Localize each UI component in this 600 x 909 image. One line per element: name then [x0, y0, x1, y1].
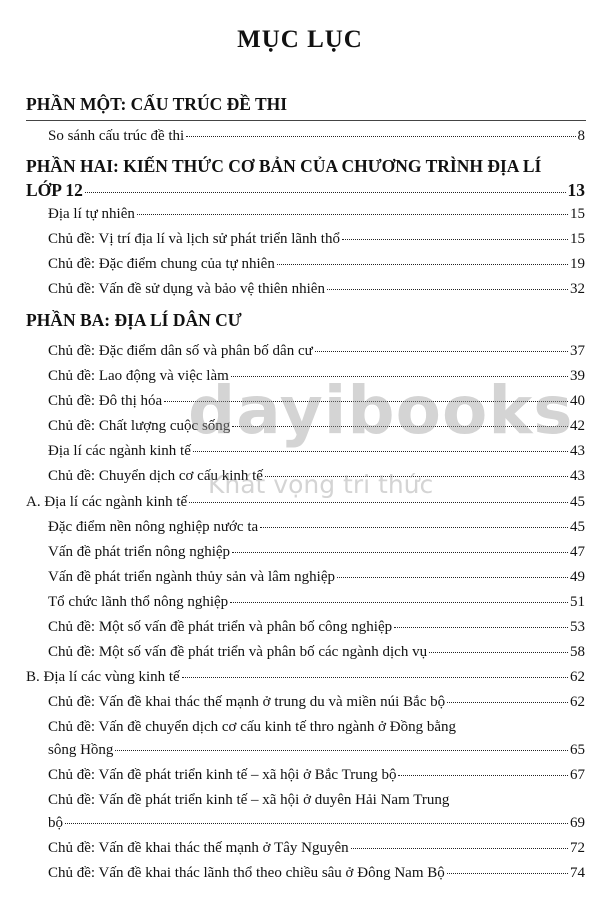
- toc-item-label: Chủ đề: Vấn đề phát triển kinh tế – xã hội ở Bắc Trung bộ: [48, 767, 397, 783]
- dot-leader: [232, 426, 568, 427]
- dot-leader: [230, 602, 568, 603]
- toc-part-1: [26, 94, 287, 115]
- dot-leader: [351, 848, 568, 849]
- toc-item-label: A. Địa lí các ngành kinh tế: [26, 494, 188, 510]
- toc-item-label-line1: Chủ đề: Vấn đề chuyển dịch cơ cấu kinh tế thro ngành ở Đồng bằng: [48, 719, 456, 735]
- toc-item[interactable]: [48, 865, 585, 882]
- toc-part-label: PHẦN HAI: KIẾN THỨC CƠ BẢN CỦA CHƯƠNG TRÌNH ĐỊA LÍ: [26, 156, 542, 176]
- toc-item-page: 51: [570, 594, 585, 610]
- toc-item-label: Chủ đề: Chất lượng cuộc sống: [48, 418, 231, 434]
- toc-item-label: Chủ đề: Vấn đề khai thác thế mạnh ở trung du và miền núi Bắc bộ: [48, 694, 446, 710]
- dot-leader: [260, 527, 568, 528]
- dot-leader: [277, 264, 568, 265]
- toc-item-label: Đặc điểm nền nông nghiệp nước ta: [48, 519, 259, 535]
- dot-leader: [447, 873, 568, 874]
- toc-item[interactable]: [48, 644, 585, 661]
- dot-leader: [398, 775, 568, 776]
- watermark-slogan: Khát vọng tri thức: [208, 470, 434, 499]
- toc-item-label: Chủ đề: Một số vấn đề phát triển và phân bố các ngành dịch vụ: [48, 644, 428, 660]
- toc-item-page: 15: [570, 231, 585, 247]
- toc-item[interactable]: [48, 468, 585, 485]
- toc-part-label-continued: LỚP 12: [26, 180, 83, 200]
- toc-item-label: Chủ đề: Một số vấn đề phát triển và phân bố công nghiệp: [48, 619, 393, 635]
- toc-item-label-line1: Chủ đề: Vấn đề phát triển kinh tế – xã hội ở duyên Hải Nam Trung: [48, 792, 450, 808]
- dot-leader: [231, 376, 568, 377]
- toc-item-page: 40: [570, 393, 585, 409]
- toc-item[interactable]: [48, 594, 585, 611]
- dot-leader: [189, 502, 568, 503]
- dot-leader: [429, 652, 568, 653]
- toc-part-2-continued[interactable]: [26, 180, 585, 201]
- toc-item-label: Chủ đề: Lao động và việc làm: [48, 368, 229, 384]
- toc-item-page: 39: [570, 368, 585, 384]
- toc-item[interactable]: [48, 393, 585, 410]
- toc-item-label-continued: bộ: [48, 815, 63, 831]
- toc-item-label: Địa lí tự nhiên: [48, 206, 135, 222]
- toc-item-page: 32: [570, 281, 585, 297]
- page-title: MỤC LỤC: [237, 26, 363, 53]
- toc-item[interactable]: [48, 231, 585, 248]
- toc-item-page: 37: [570, 343, 585, 359]
- toc-item-page: 49: [570, 569, 585, 585]
- dot-leader: [342, 239, 568, 240]
- toc-item-page: 42: [570, 418, 585, 434]
- toc-item-page: 62: [570, 694, 585, 710]
- toc-section-b[interactable]: [26, 669, 585, 686]
- toc-section-a[interactable]: [26, 494, 585, 511]
- toc-item-label: Chủ đề: Vấn đề sử dụng và bảo vệ thiên nhiên: [48, 281, 325, 297]
- toc-item[interactable]: [48, 343, 585, 360]
- toc-item-page: 74: [570, 865, 585, 881]
- dot-leader: [182, 677, 568, 678]
- dot-leader: [394, 627, 568, 628]
- toc-item-label-continued: sông Hồng: [48, 742, 114, 758]
- toc-item[interactable]: [48, 281, 585, 298]
- toc-item[interactable]: [48, 368, 585, 385]
- toc-item-label: Chủ đề: Vấn đề khai thác lãnh thổ theo chiều sâu ở Đông Nam Bộ: [48, 865, 445, 881]
- toc-part-label: PHẦN BA: ĐỊA LÍ DÂN CƯ: [26, 310, 242, 330]
- toc-item-page: 45: [570, 519, 585, 535]
- toc-item-page: 43: [570, 443, 585, 459]
- toc-item-page: 69: [570, 815, 585, 831]
- dot-leader: [337, 577, 568, 578]
- toc-item[interactable]: [48, 815, 585, 832]
- watermark-brand: dayibooks: [188, 372, 574, 449]
- toc-item-page: 72: [570, 840, 585, 856]
- toc-item-page: 15: [570, 206, 585, 222]
- toc-item-label: Chủ đề: Chuyển dịch cơ cấu kinh tế: [48, 468, 263, 484]
- toc-item-label: Chủ đề: Vị trí địa lí và lịch sử phát triển lãnh thổ: [48, 231, 340, 247]
- toc-item-label: Vấn đề phát triển ngành thủy sản và lâm nghiệp: [48, 569, 336, 585]
- toc-item-label: Chủ đề: Đặc điểm chung của tự nhiên: [48, 256, 275, 272]
- toc-item-page: 58: [570, 644, 585, 660]
- toc-item[interactable]: [48, 840, 585, 857]
- toc-item[interactable]: [48, 742, 585, 759]
- toc-item[interactable]: [48, 767, 585, 784]
- dot-leader: [315, 351, 568, 352]
- toc-item[interactable]: [48, 544, 585, 561]
- toc-item-label: Chủ đề: Đô thị hóa: [48, 393, 163, 409]
- toc-item-label: Chủ đề: Vấn đề khai thác thế mạnh ở Tây Nguyên: [48, 840, 349, 856]
- divider: [26, 120, 586, 121]
- toc-part-3: [26, 310, 242, 331]
- toc-item-page: 65: [570, 742, 585, 758]
- toc-item-label: So sánh cấu trúc đề thi: [48, 128, 185, 144]
- toc-item-page: 43: [570, 468, 585, 484]
- toc-item[interactable]: [48, 443, 585, 460]
- toc-part-2: [26, 156, 541, 177]
- toc-item[interactable]: [48, 694, 585, 711]
- toc-item-page: 47: [570, 544, 585, 560]
- toc-item-page: 67: [570, 767, 585, 783]
- toc-item[interactable]: [48, 128, 585, 145]
- dot-leader: [115, 750, 568, 751]
- toc-item-label: Chủ đề: Đặc điểm dân số và phân bố dân cư: [48, 343, 313, 359]
- dot-leader: [193, 451, 568, 452]
- toc-item-label: Địa lí các ngành kinh tế: [48, 443, 191, 459]
- dot-leader: [327, 289, 568, 290]
- dot-leader: [65, 823, 568, 824]
- toc-item-label: B. Địa lí các vùng kinh tế: [26, 669, 180, 685]
- toc-item-page: 53: [570, 619, 585, 635]
- toc-item[interactable]: [48, 569, 585, 586]
- toc-item-page: 19: [570, 256, 585, 272]
- toc-part-label: PHẦN MỘT: CẤU TRÚC ĐỀ THI: [26, 94, 288, 114]
- toc-item[interactable]: [48, 256, 585, 273]
- toc-item-page: 8: [577, 128, 585, 144]
- dot-leader: [447, 702, 568, 703]
- dot-leader: [186, 136, 575, 137]
- toc-item-page: 62: [570, 669, 585, 685]
- toc-item-page: 45: [570, 494, 585, 510]
- dot-leader: [164, 401, 568, 402]
- dot-leader: [85, 192, 566, 193]
- toc-item-label: Vấn đề phát triển nông nghiệp: [48, 544, 231, 560]
- toc-item[interactable]: [48, 519, 585, 536]
- dot-leader: [232, 552, 568, 553]
- toc-item[interactable]: [48, 206, 585, 223]
- toc-item[interactable]: [48, 418, 585, 435]
- toc-item[interactable]: [48, 619, 585, 636]
- dot-leader: [265, 476, 568, 477]
- toc-item-label: Tổ chức lãnh thổ nông nghiệp: [48, 594, 229, 610]
- dot-leader: [137, 214, 568, 215]
- toc-part-page: 13: [567, 180, 585, 200]
